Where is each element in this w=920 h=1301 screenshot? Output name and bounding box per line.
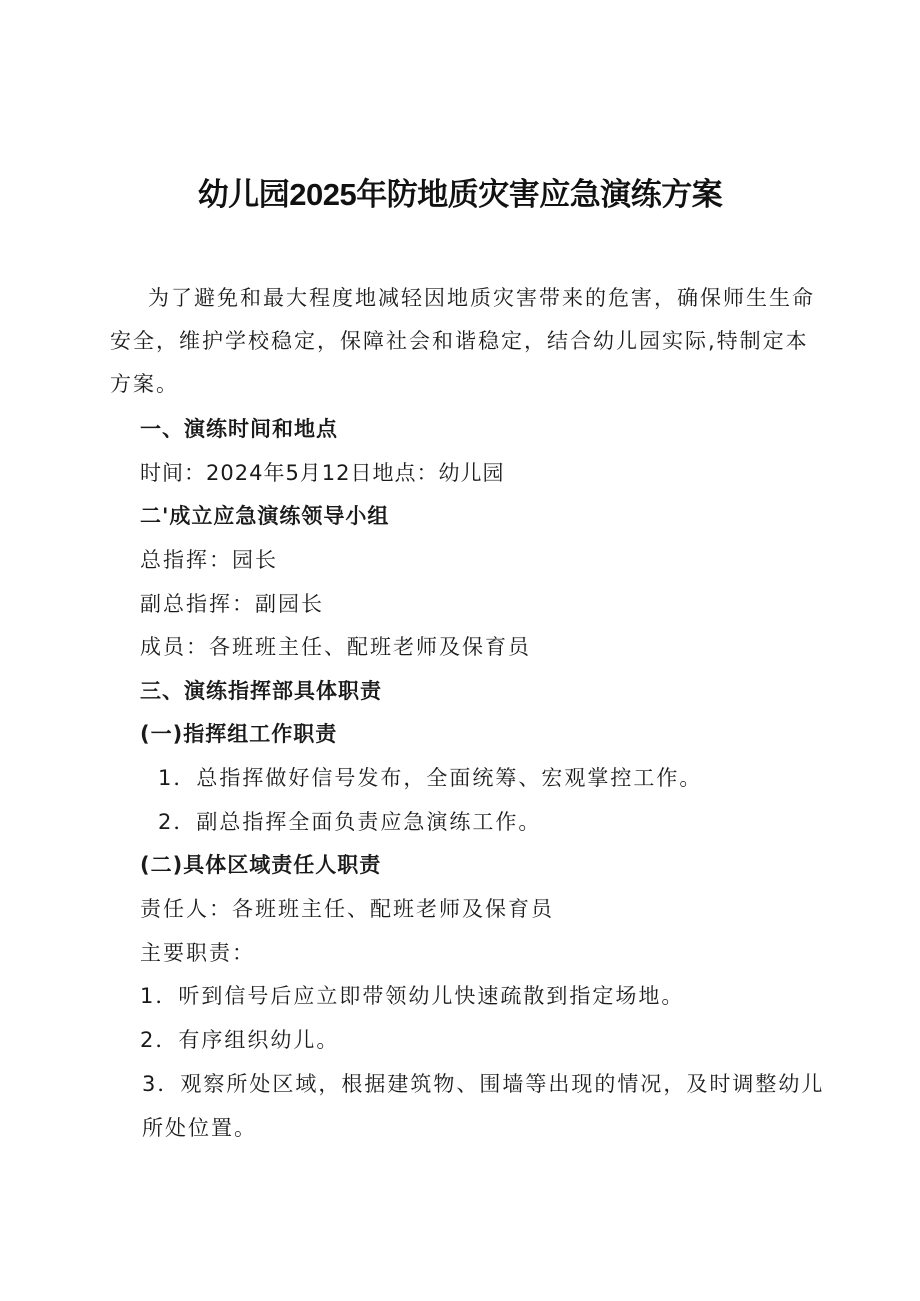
duty-item-2: 2．有序组织幼儿。: [140, 1028, 340, 1052]
section-3-heading: 三、演练指挥部具体职责: [140, 679, 382, 703]
responsible-text: 责任人：各班班主任、配班老师及保育员: [140, 897, 554, 921]
duty-item-3: 3．观察所处区域，根据建筑物、围墙等出现的情况，及时调整幼儿: [142, 1072, 825, 1096]
duty-item-1: 1．听到信号后应立即带领幼儿快速疏散到指定场地。: [140, 984, 685, 1008]
intro-line-1: 为了避免和最大程度地减轻因地质灾害带来的危害，确保师生生命: [148, 286, 815, 310]
document-title: 幼儿园2025年防地质灾害应急演练方案: [197, 177, 723, 212]
subsection-2-heading: (二)具体区域责任人职责: [140, 853, 382, 877]
command-duty-item-1: 1．总指挥做好信号发布，全面统筹、宏观掌控工作。: [158, 766, 703, 790]
section-1-heading: 一、演练时间和地点: [140, 417, 338, 441]
duty-item-3-continued: 所处位置。: [142, 1116, 257, 1140]
section-2-heading: 二'成立应急演练领导小组: [140, 504, 390, 528]
command-duty-item-2: 2．副总指挥全面负责应急演练工作。: [158, 810, 542, 834]
duties-label: 主要职责：: [140, 941, 255, 965]
commander-text: 总指挥：园长: [140, 548, 278, 572]
time-place-text: 时间：2024年5月12日地点：幼儿园: [140, 461, 505, 485]
deputy-commander-text: 副总指挥：副园长: [140, 592, 324, 616]
members-text: 成员：各班班主任、配班老师及保育员: [140, 635, 531, 659]
intro-line-3: 方案。: [110, 372, 179, 396]
subsection-1-heading: (一)指挥组工作职责: [140, 722, 338, 746]
intro-line-2: 安全，维护学校稳定，保障社会和谐稳定，结合幼儿园实际,特制定本: [110, 329, 809, 353]
